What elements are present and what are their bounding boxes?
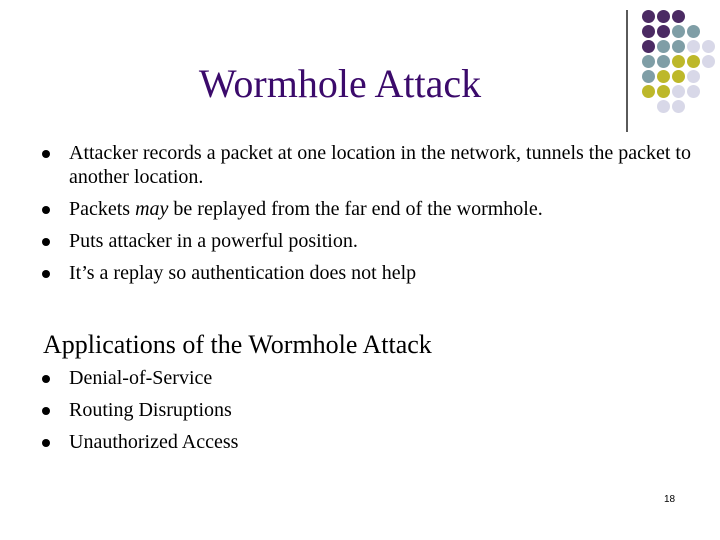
- decorative-dot: [702, 55, 715, 68]
- bullet-dot-icon: [42, 407, 50, 415]
- decorative-dot: [642, 25, 655, 38]
- application-item: [40, 366, 238, 390]
- decorative-dot: [657, 10, 670, 23]
- bullet-text: Puts attacker in a powerful position.: [69, 230, 358, 252]
- bullet-text: Attacker records a packet at one location in the network, tunnels the packet to another location.: [69, 142, 691, 188]
- application-item: [40, 430, 238, 454]
- bullet-dot-icon: [42, 206, 50, 214]
- decorative-dot: [687, 55, 700, 68]
- bullet-emphasis: may: [135, 198, 169, 220]
- decorative-dot: [657, 100, 670, 113]
- bullet-dot-icon: [42, 439, 50, 447]
- application-text: Unauthorized Access: [69, 431, 239, 453]
- decorative-dot: [642, 85, 655, 98]
- slide-title: Wormhole Attack: [198, 61, 482, 106]
- bullet-dot-icon: [42, 375, 50, 383]
- decorative-dot: [687, 25, 700, 38]
- bullet-item: [40, 229, 720, 253]
- section-subheading: Applications of the Wormhole Attack: [43, 330, 432, 359]
- decorative-dot: [657, 40, 670, 53]
- decorative-dot: [642, 55, 655, 68]
- decorative-dot: [672, 70, 685, 83]
- decorative-dot: [657, 25, 670, 38]
- main-bullet-list: [40, 141, 720, 293]
- decorative-dot: [702, 40, 715, 53]
- bullet-text-rest: be replayed from the far end of the wormhole.: [168, 198, 543, 220]
- decorative-dot: [642, 40, 655, 53]
- applications-bullet-list: [40, 366, 238, 462]
- decorative-dot: [657, 70, 670, 83]
- decorative-dot: [642, 10, 655, 23]
- decorative-dot: [642, 70, 655, 83]
- bullet-text: Packets: [69, 198, 136, 220]
- bullet-item: [40, 197, 720, 221]
- page-number: 18: [664, 494, 676, 505]
- bullet-dot-icon: [42, 270, 50, 278]
- bullet-item: [40, 261, 720, 285]
- decorative-dot: [672, 40, 685, 53]
- decorative-dot: [672, 55, 685, 68]
- bullet-dot-icon: [42, 150, 50, 158]
- application-text: Denial-of-Service: [69, 367, 213, 389]
- decorative-dot: [687, 70, 700, 83]
- decorative-dot: [687, 85, 700, 98]
- decorative-dot: [672, 10, 685, 23]
- decorative-dot: [672, 25, 685, 38]
- decorative-dot: [672, 85, 685, 98]
- decorative-dot: [672, 100, 685, 113]
- decorative-divider: [626, 10, 628, 132]
- bullet-item: [40, 141, 720, 189]
- decorative-dot: [657, 85, 670, 98]
- application-item: [40, 398, 238, 422]
- bullet-text: It’s a replay so authentication does not help: [69, 262, 417, 284]
- bullet-dot-icon: [42, 238, 50, 246]
- application-text: Routing Disruptions: [69, 399, 232, 421]
- decorative-dot: [657, 55, 670, 68]
- decorative-dot: [687, 40, 700, 53]
